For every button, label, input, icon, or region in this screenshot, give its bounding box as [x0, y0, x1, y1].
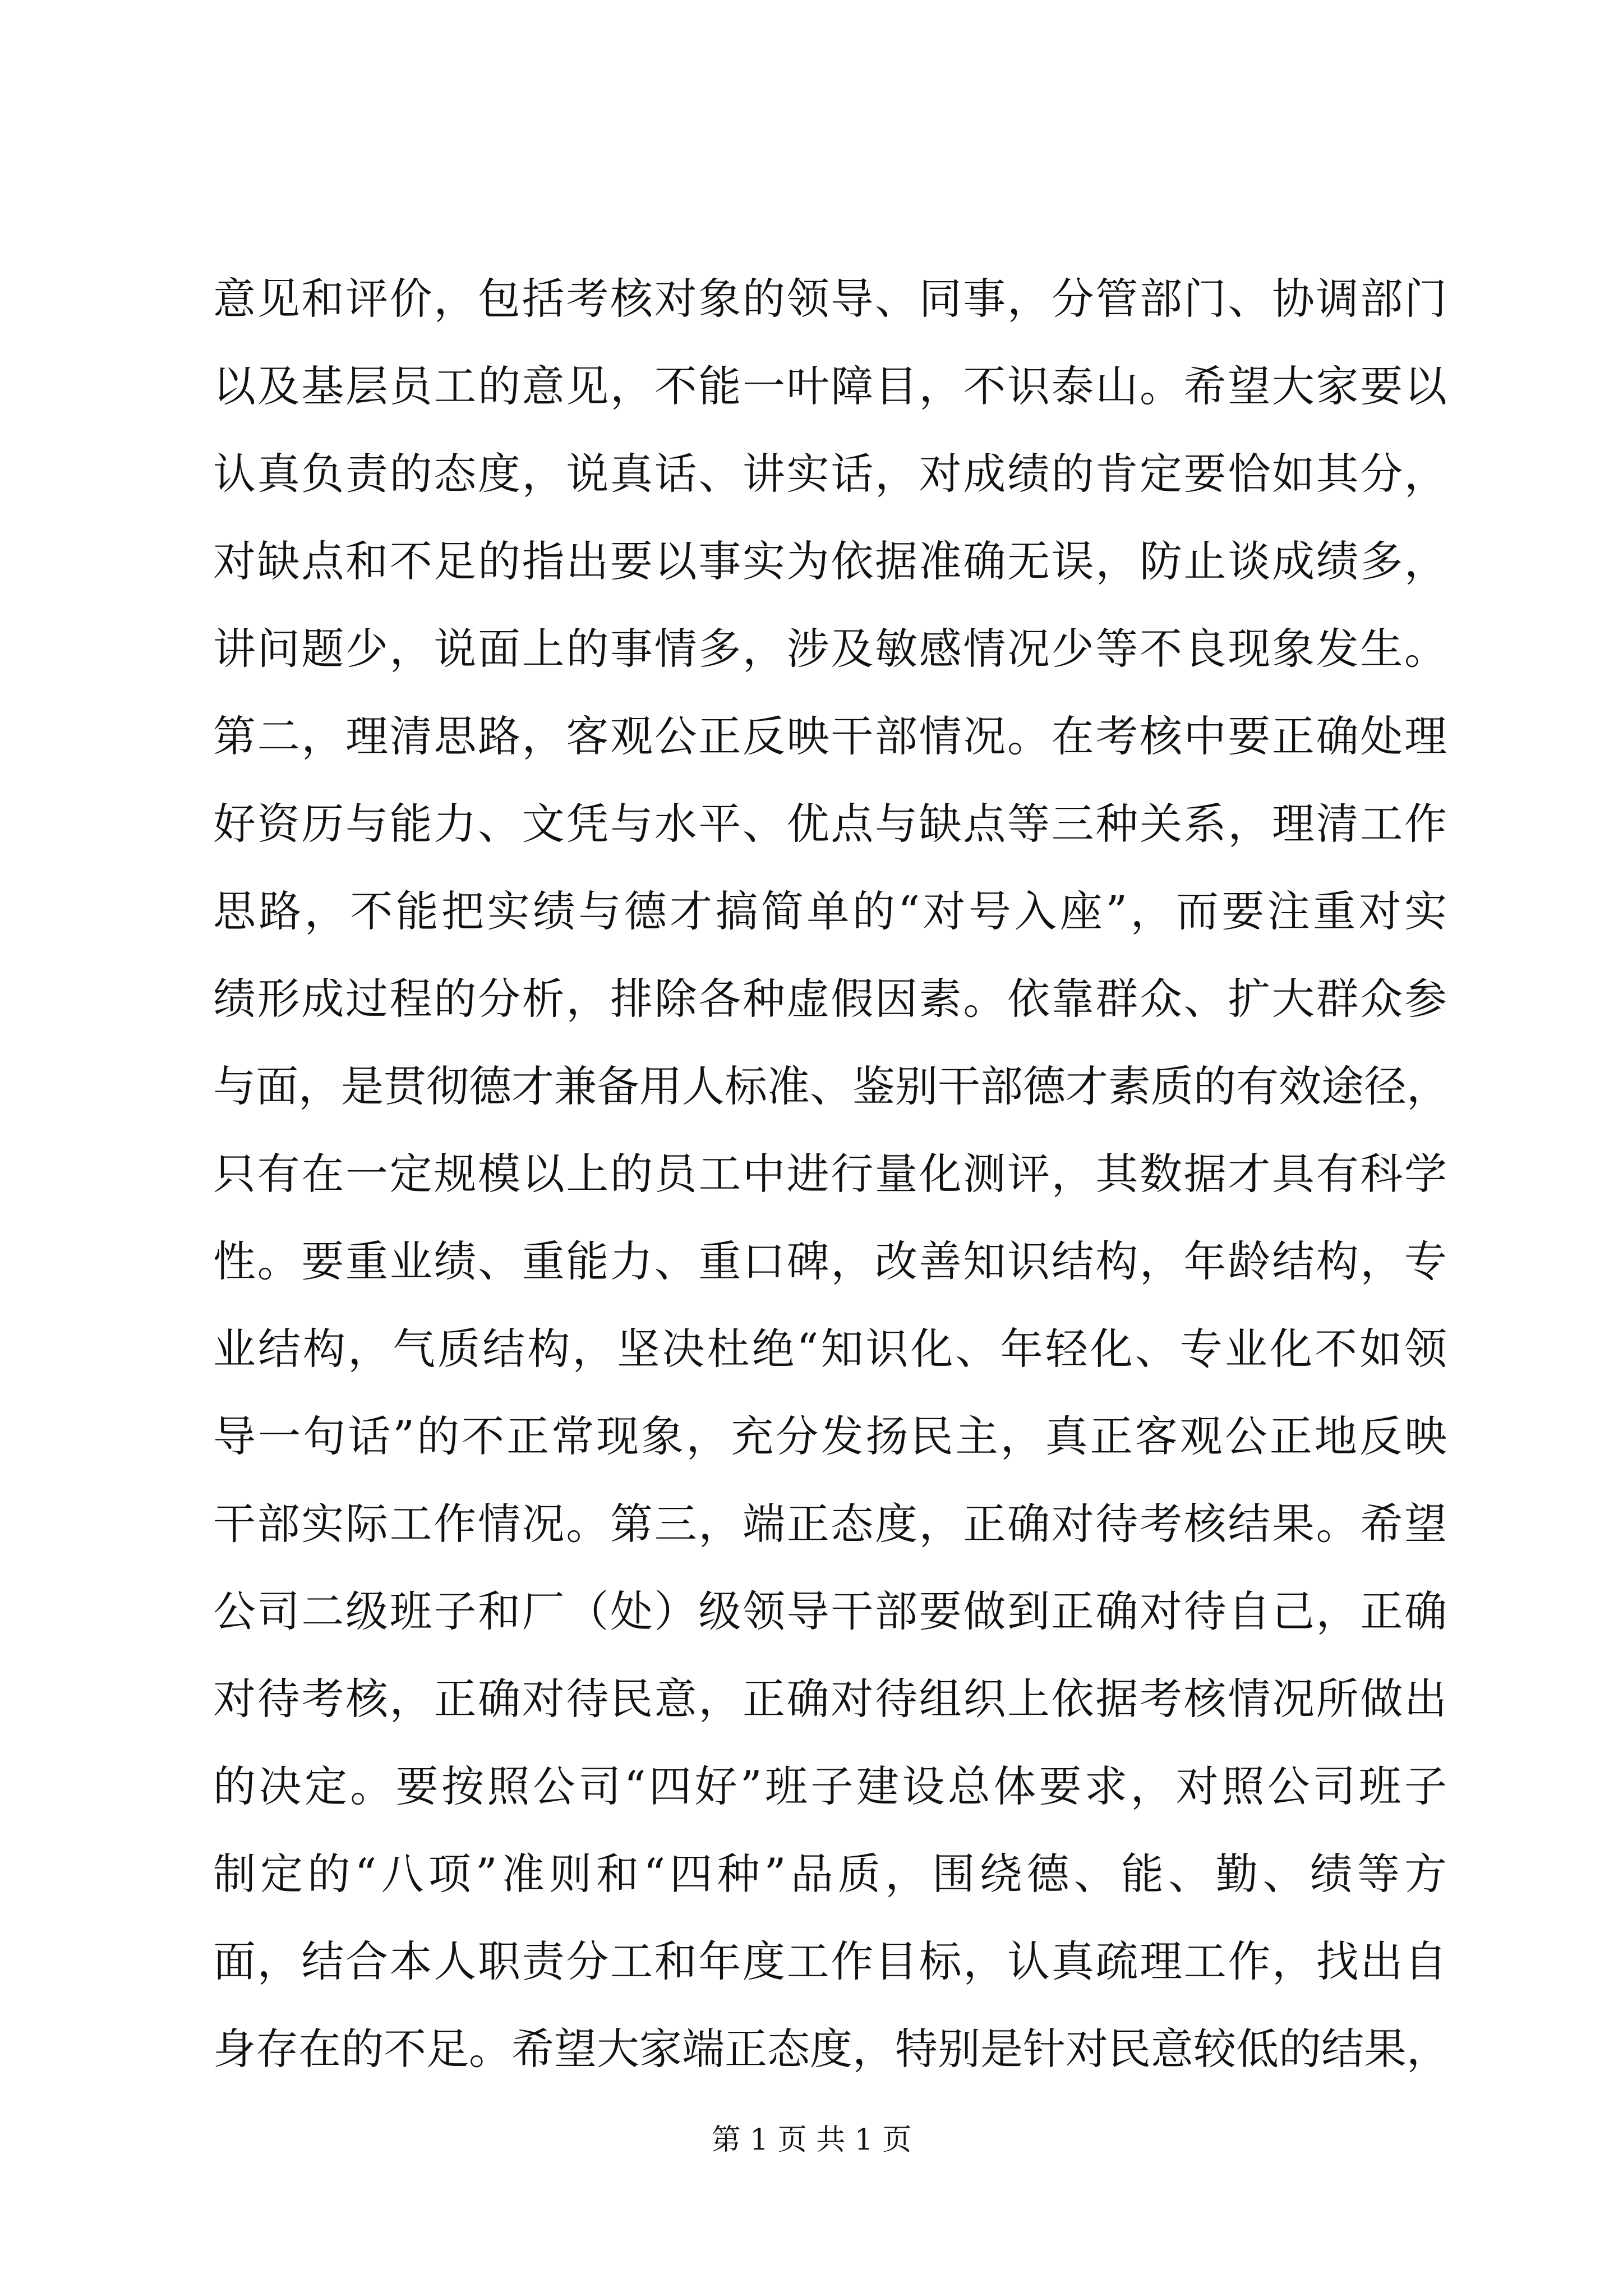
text-line: 性。要重业绩、重能力、重口碑，改善知识结构，年龄结构，专 — [213, 1236, 1447, 1286]
text-line: 对待考核，正确对待民意，正确对待组织上依据考核情况所做出 — [213, 1674, 1447, 1724]
text-line: 业结构，气质结构，坚决杜绝“知识化、年轻化、专业化不如领 — [213, 1324, 1447, 1374]
text-line: 制定的“八项”准则和“四种”品质，围绕德、能、勤、绩等方 — [213, 1849, 1447, 1899]
text-line: 与面，是贯彻德才兼备用人标准、鉴别干部德才素质的有效途径， — [213, 1061, 1449, 1111]
text-line: 绩形成过程的分析，排除各种虚假因素。依靠群众、扩大群众参 — [213, 974, 1447, 1024]
text-line: 的决定。要按照公司“四好”班子建设总体要求，对照公司班子 — [213, 1761, 1447, 1811]
text-line: 导一句话”的不正常现象，充分发扬民主，真正客观公正地反映 — [213, 1411, 1447, 1461]
page-number-label: 第 1 页 共 1 页 — [711, 2123, 912, 2157]
text-line: 认真负责的态度，说真话、讲实话，对成绩的肯定要恰如其分， — [213, 449, 1447, 499]
text-line: 思路，不能把实绩与德才搞简单的“对号入座”，而要注重对实 — [213, 886, 1447, 936]
text-line: 以及基层员工的意见，不能一叶障目，不识泰山。希望大家要以 — [213, 361, 1447, 411]
text-line: 公司二级班子和厂（处）级领导干部要做到正确对待自己，正确 — [213, 1586, 1447, 1636]
text-line: 好资历与能力、文凭与水平、优点与缺点等三种关系，理清工作 — [213, 799, 1447, 849]
text-line: 第二，理清思路，客观公正反映干部情况。在考核中要正确处理 — [213, 711, 1447, 761]
text-line: 只有在一定规模以上的员工中进行量化测评，其数据才具有科学 — [213, 1149, 1447, 1199]
body-text — [213, 255, 1447, 2093]
text-line: 讲问题少，说面上的事情多，涉及敏感情况少等不良现象发生。 — [213, 624, 1447, 674]
page-footer — [0, 2118, 1623, 2162]
text-line: 面，结合本人职责分工和年度工作目标，认真疏理工作，找出自 — [213, 1936, 1447, 1986]
text-line: 对缺点和不足的指出要以事实为依据准确无误，防止谈成绩多， — [213, 536, 1447, 586]
text-line: 意见和评价，包括考核对象的领导、同事，分管部门、协调部门 — [213, 274, 1447, 324]
text-line: 干部实际工作情况。第三，端正态度，正确对待考核结果。希望 — [213, 1499, 1447, 1549]
text-line: 身存在的不足。希望大家端正态度，特别是针对民意较低的结果， — [213, 2024, 1449, 2074]
